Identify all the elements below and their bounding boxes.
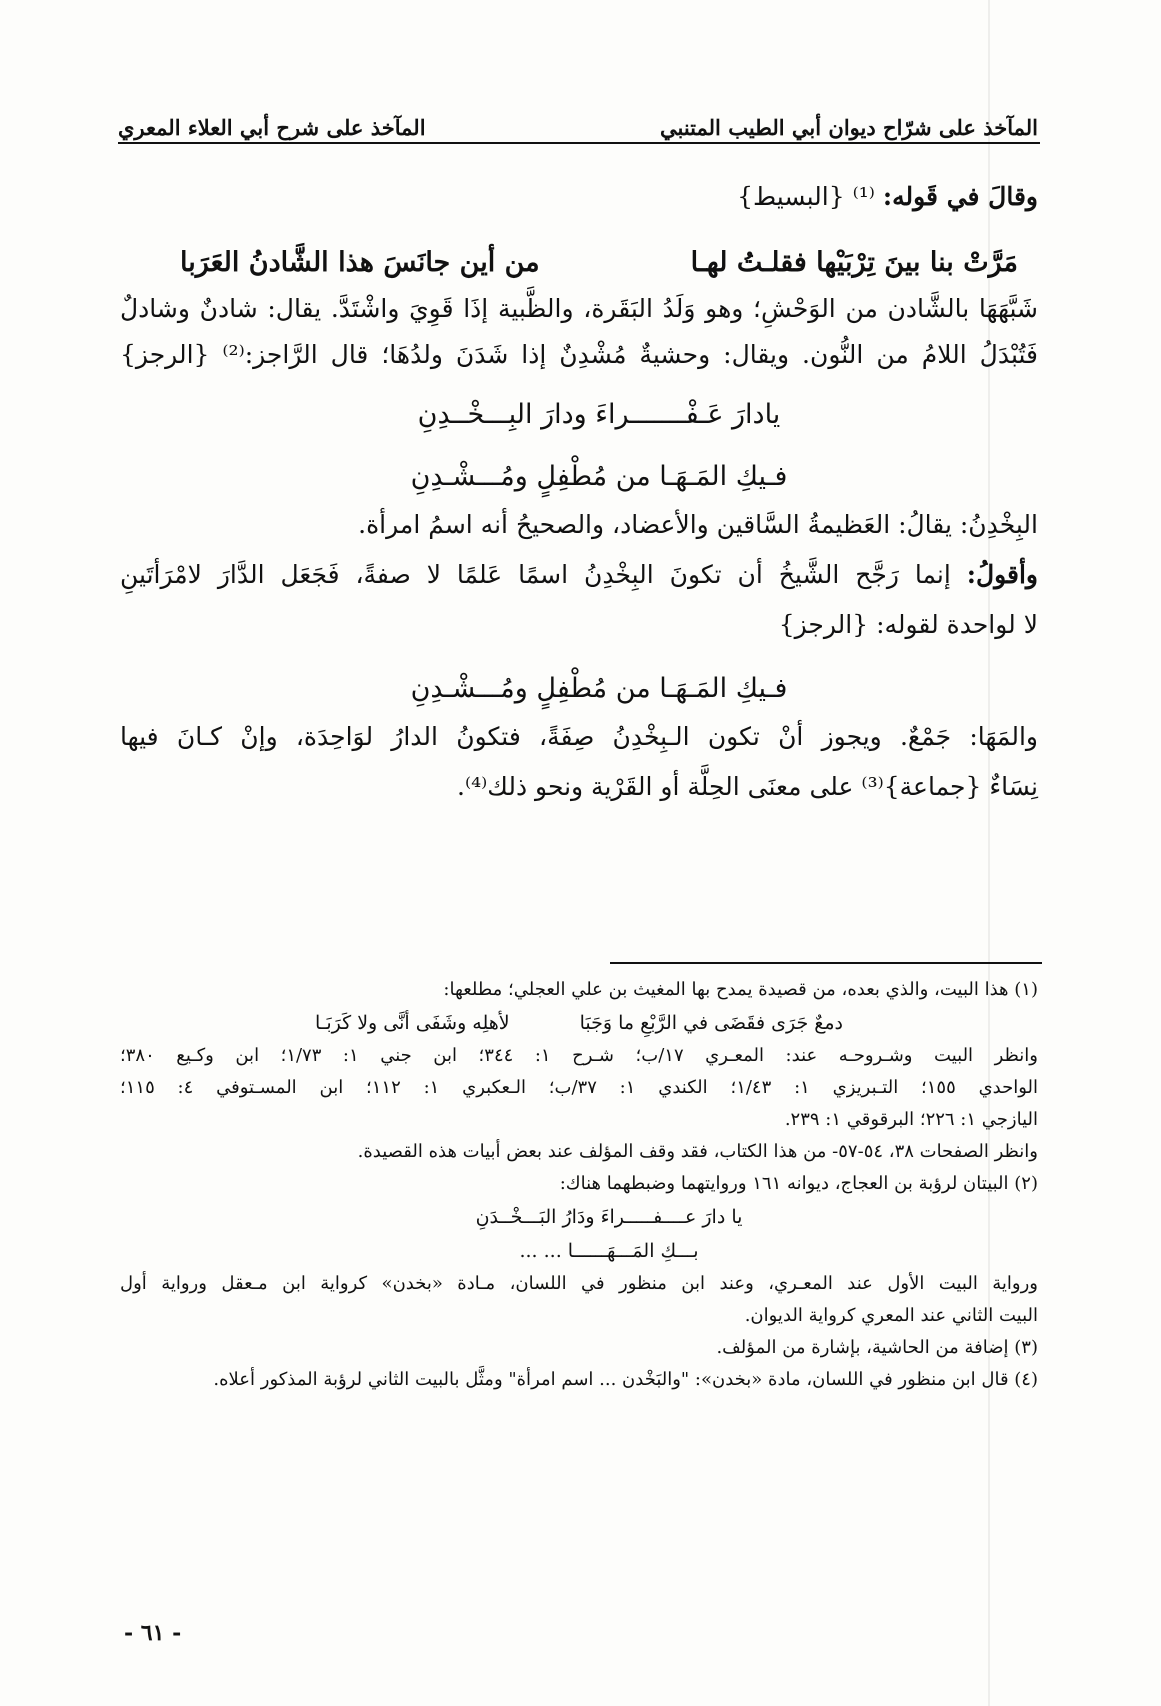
page-number: - ٦١ - bbox=[124, 1620, 182, 1646]
footnote-2-line3: البيت الثاني عند المعري كرواية الديوان. bbox=[744, 1305, 1038, 1326]
intro-line bbox=[120, 180, 1038, 232]
footnote-2-line1: (٢) البيتان لرؤبة بن العجاج، ديوانه ١٦١ وروايتهما وضبطهما هناك: bbox=[559, 1173, 1038, 1194]
footnote-1-line2: وانظر البيت وشـروحـه عند: المعـري ١٧/ب؛ شـرح ١: ٣٤٤؛ ابن جني ١: ١/٧٣؛ ابن وكـيع ٣٨٠؛ bbox=[120, 1045, 1038, 1066]
header-left-title: المآخذ على شرح أبي العلاء المعري bbox=[118, 115, 426, 140]
footnote-rule bbox=[610, 962, 1042, 964]
para3-line1-rest: إنما رَجَّح الشَّيخُ أن تكونَ البِخْدِنُ اسمًا عَلمًا لا صفةً، فَجَعَل الدَّارَ لامْرَأتَينِ bbox=[120, 560, 951, 589]
para3-line1 bbox=[120, 558, 1038, 608]
intro-ref: ⁽¹⁾ bbox=[852, 182, 875, 211]
footnote-1-line4: اليازجي ١: ٢٢٦؛ البرقوقي ١: ٢٣٩. bbox=[784, 1109, 1038, 1130]
footnote-2-line2: ورواية البيت الأول عند المعـري، وعند ابن منظور في اللسان، مـادة «بخدن» كرواية ابن مـعقل ورواية أول bbox=[120, 1273, 1038, 1294]
couplet bbox=[120, 232, 1038, 292]
footnote-4: (٤) قال ابن منظور في اللسان، مادة «بخدن»: "والبَخْدن ... اسم امرأة" ومثَّل بالبيت الثاني لرؤبة المذكور أعلاه. bbox=[213, 1369, 1038, 1390]
footnote-1-verse bbox=[120, 1006, 1038, 1040]
para3-lead: وأقولُ: bbox=[966, 560, 1038, 589]
para3-line2: لا لواحدة لقوله: {الرجز} bbox=[778, 610, 1038, 639]
verse-line-3: فـيكِ المَـهَـا من مُطْفِلٍ ومُـــشْـدِنِ bbox=[410, 673, 788, 704]
header-right-title: المآخذ على شرّاح ديوان أبي الطيب المتنبي bbox=[660, 115, 1038, 140]
running-header bbox=[118, 100, 1038, 140]
para1-line2: فَتُبْدَلُ اللامُ من النُّون. ويقال: وحشيةٌ مُشْدِنٌ إذا شَدَنَ ولدُهَا؛ قال الرَّاجز:⁽²⁾ {الرجز} bbox=[120, 340, 1038, 369]
footnote-1-line3: الواحدي ١٥٥؛ التـبريزي ١: ١/٤٣؛ الكندي ١: ٣٧/ب؛ الـعكبري ١: ١١٢؛ ابن المسـتوفي ٤: ١١٥؛ bbox=[120, 1077, 1039, 1098]
footnote-2-verse2: بـــكِ المَـــهَــــــا ... ... bbox=[519, 1240, 699, 1262]
couplet-right-hemistich: مَرَّتْ بنا بينَ تِرْبَيْها فقلـتُ لهـا bbox=[690, 246, 1018, 278]
para4-line1: والمَهَا: جَمْعٌ. ويجوز أنْ تكون الـبِخْدِنُ صِفَةً، فتكونُ الدارُ لوَاحِدَة، وإنْ كـانَ فيها bbox=[120, 722, 1038, 751]
footnote-1-verse-right: دمعٌ جَرَى فقَضَى في الرَّبْعِ ما وَجَبَا bbox=[579, 1012, 843, 1034]
intro-meter: {البسيط} bbox=[737, 182, 845, 211]
main-text bbox=[120, 180, 1038, 820]
verse-line-2: فـيكِ المَـهَـا من مُطْفِلٍ ومُـــشْـدِنِ bbox=[410, 461, 788, 492]
footnote-1-line5: وانظر الصفحات ٣٨، ٥٤-٥٧- من هذا الكتاب، فقد وقف المؤلف عند بعض أبيات هذه القصيدة. bbox=[357, 1141, 1038, 1162]
footnote-1-line1: (١) هذا البيت، والذي بعده، من قصيدة يمدح بها المغيث بن علي العجلي؛ مطلعها: bbox=[443, 979, 1038, 1000]
verse-line-1: يادارَ عَـفْـــــــراءَ ودارَ البِـــخْــدِنِ bbox=[417, 399, 781, 430]
footnotes bbox=[120, 974, 1038, 1396]
intro-bold: وقالَ في قَوله: bbox=[882, 182, 1038, 211]
header-rule bbox=[118, 142, 1040, 144]
footnote-3: (٣) إضافة من الحاشية، بإشارة من المؤلف. bbox=[716, 1337, 1038, 1358]
footnote-2-verse1: يا دارَ عــــفـــــراءَ ودَارُ البَـــخْــدَنِ bbox=[475, 1206, 743, 1228]
para4-line2: نِسَاءٌ {جماعة}⁽³⁾ على معنَى الحِلَّة أو القَرْية ونحو ذلك⁽⁴⁾. bbox=[457, 772, 1038, 801]
para2: البِخْدِنُ: يقالُ: العَظيمةُ السَّاقين والأعضاد، والصحيحُ أنه اسمُ امرأة. bbox=[358, 510, 1038, 539]
para1-line1: شَبَّهَهَا بالشَّادن من الوَحْشِ؛ وهو وَلَدُ البَقَرة، والظَّبية إذَا قَوِيَ واشْتَدَّ. يقال: شادنٌ وشادلٌ bbox=[120, 294, 1038, 323]
footnote-1-verse-left: لأهلِه وشَفَى أنَّى ولا كَرَبَـا bbox=[315, 1012, 510, 1034]
couplet-left-hemistich: من أين جانَسَ هذا الشَّادنُ العَرَبا bbox=[180, 246, 540, 278]
